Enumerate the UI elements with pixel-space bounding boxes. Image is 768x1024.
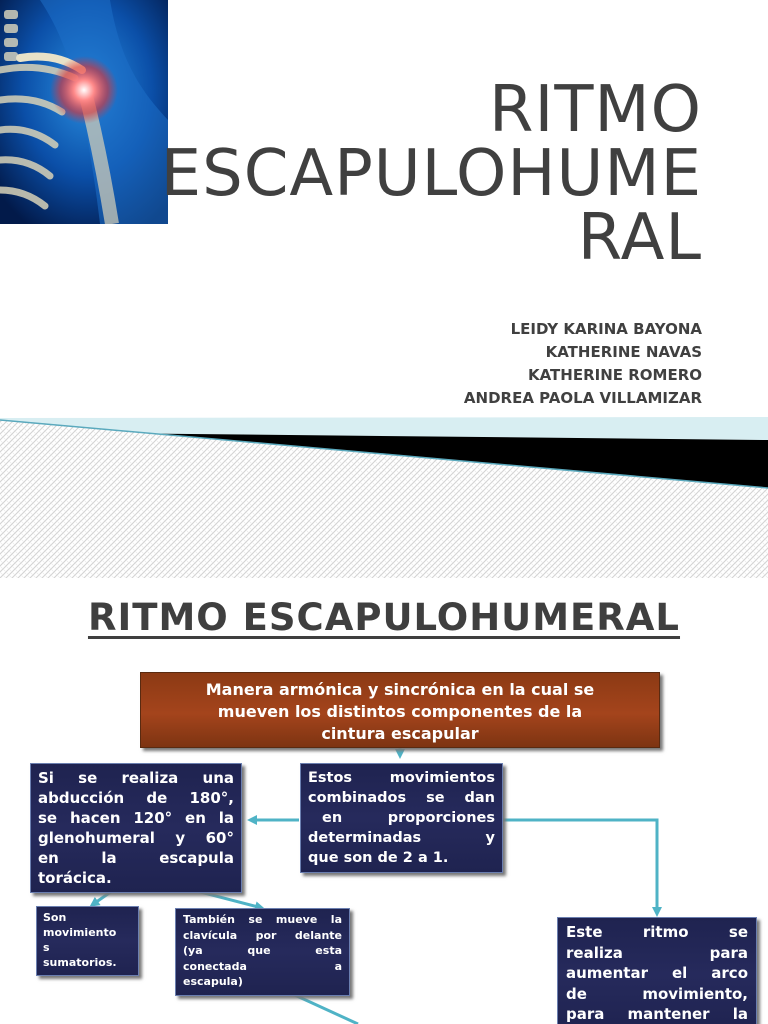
decorative-wedge-band [0, 410, 768, 578]
abduction-line: en la escapula [38, 849, 234, 867]
proportion-line: en proporciones [322, 810, 495, 826]
sum-line: s [43, 941, 50, 954]
proportion-line: que son de 2 a 1. [308, 850, 449, 866]
sum-box [36, 906, 139, 976]
abduction-box [30, 763, 242, 893]
range-line: aumentar el arco [566, 964, 748, 982]
authors-list [282, 318, 702, 410]
author-name: KATHERINE ROMERO [527, 366, 702, 384]
proportion-line: determinadas y [308, 830, 495, 846]
clavicle-line: escapula) [183, 975, 243, 988]
clavicle-line: clavícula por delante [183, 928, 342, 942]
definition-line: Manera armónica y sincrónica en la cual se [205, 680, 595, 699]
clavicle-box [175, 908, 350, 996]
proportion-line: combinados se dan [308, 790, 495, 806]
definition-line: mueven los distintos componentes de la [217, 702, 583, 721]
title-line: RITMO [488, 73, 702, 147]
author-name: ANDREA PAOLA VILLAMIZAR [463, 389, 702, 407]
proportion-box [300, 763, 503, 873]
title-line: RAL [577, 201, 702, 275]
sum-line: sumatorios. [43, 956, 117, 969]
abduction-line: torácica. [38, 869, 112, 887]
abduction-line: abducción de 180°, [38, 789, 234, 807]
abduction-line: glenohumeral y 60° [38, 829, 234, 847]
abduction-line: se hacen 120° en la [38, 809, 234, 827]
content-slide [0, 578, 768, 1024]
author-name: KATHERINE NAVAS [545, 343, 702, 361]
title-line: ESCAPULOHUME [160, 137, 702, 211]
range-line: realiza para [566, 943, 748, 962]
title-slide-heading [82, 73, 702, 275]
definition-line: cintura escapular [321, 724, 479, 743]
abduction-line: Si se realiza una [38, 769, 234, 787]
definition-box [140, 672, 660, 748]
clavicle-line: (ya que esta [183, 944, 342, 957]
range-line: de movimiento, [566, 984, 748, 1003]
sum-line: Son [43, 911, 67, 924]
range-line: Este ritmo se [566, 923, 748, 941]
clavicle-line: También se mueve la [183, 913, 342, 926]
sum-line: movimiento [43, 926, 117, 939]
range-line: para mantener la [566, 1005, 748, 1023]
proportion-line: Estos movimientos [308, 770, 495, 786]
range-box [557, 917, 757, 1024]
clavicle-line: conectada a [183, 959, 342, 973]
author-name: LEIDY KARINA BAYONA [510, 320, 702, 338]
content-slide-title: RITMO ESCAPULOHUMERAL [87, 596, 681, 639]
